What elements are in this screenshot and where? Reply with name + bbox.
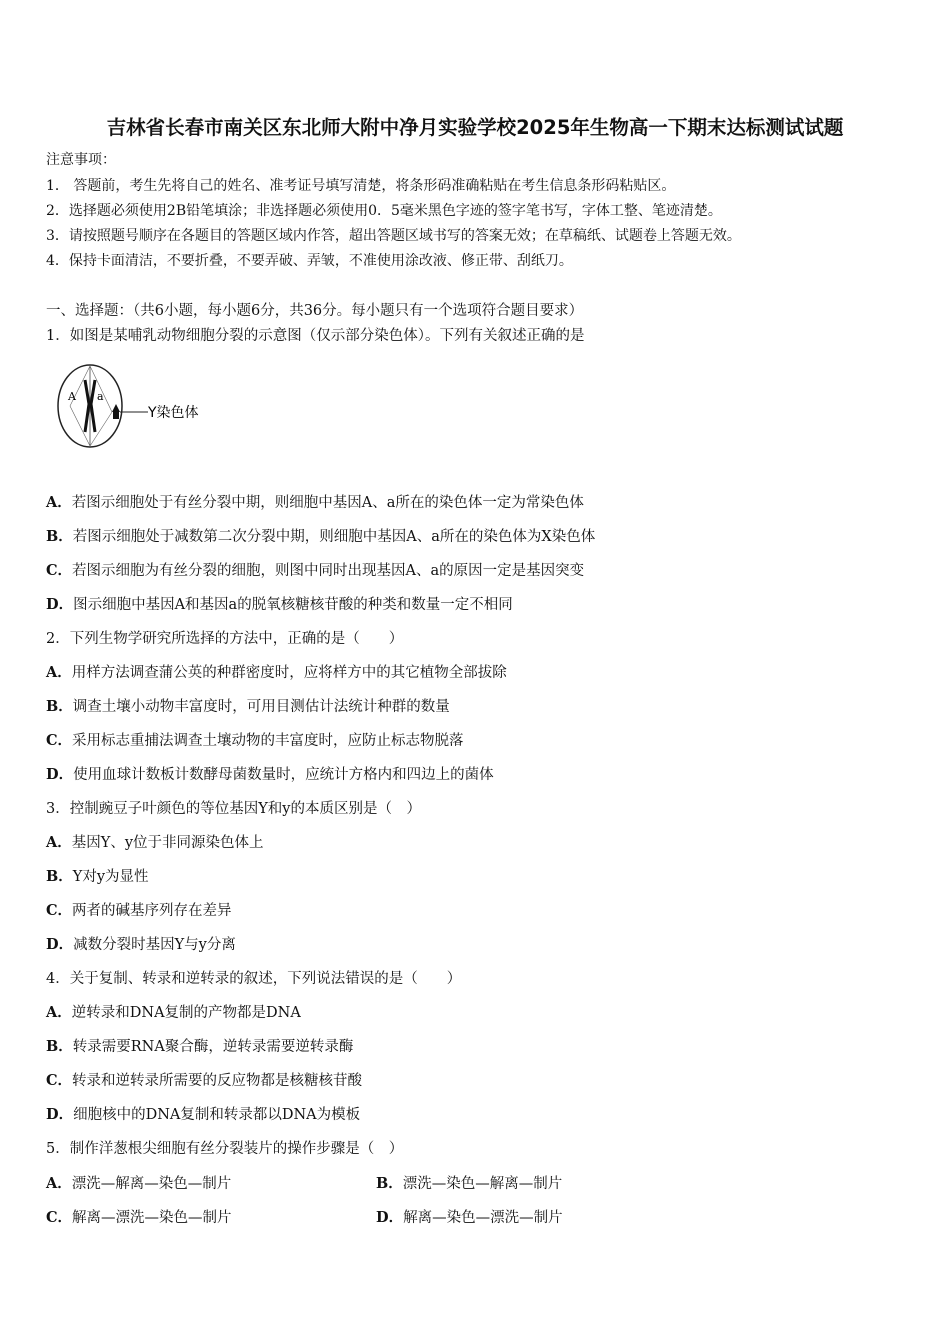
option-row — [46, 935, 236, 955]
option-text: 减数分裂时基因Y与y分离 — [73, 937, 236, 953]
option-label: C． — [46, 562, 73, 579]
cell-division-figure — [52, 362, 232, 450]
option-row — [46, 1174, 231, 1194]
option-row — [46, 561, 584, 581]
option-text: 细胞核中的DNA复制和转录都以DNA为模板 — [73, 1107, 361, 1123]
option-text: 若图示细胞为有丝分裂的细胞，则图中同时出现基因A、a的原因一定是基因突变 — [72, 563, 585, 579]
option-label: C． — [46, 902, 73, 919]
option-row — [46, 731, 464, 751]
option-label: D． — [46, 1106, 74, 1123]
option-label: A． — [46, 1175, 72, 1192]
option-label: C． — [46, 1072, 73, 1089]
notice-item: 4．保持卡面清洁，不要折叠，不要弄破、弄皱，不准使用涂改液、修正带、刮纸刀。 — [46, 253, 573, 269]
option-row — [46, 1105, 360, 1125]
option-row — [46, 595, 513, 615]
option-label: B． — [46, 868, 73, 885]
option-label: B． — [46, 698, 73, 715]
question-stem: 1．如图是某哺乳动物细胞分裂的示意图（仅示部分染色体）。下列有关叙述正确的是 — [46, 328, 585, 344]
option-label: D． — [376, 1209, 404, 1226]
question-stem: 5．制作洋葱根尖细胞有丝分裂装片的操作步骤是（ ） — [46, 1141, 404, 1157]
option-row — [46, 1003, 301, 1023]
y-chromosome-shape — [112, 404, 120, 412]
option-text: 两者的碱基序列存在差异 — [72, 903, 232, 919]
question-stem: 4．关于复制、转录和逆转录的叙述，下列说法错误的是（ ） — [46, 971, 462, 987]
option-text: 用样方法调查蒲公英的种群密度时，应将样方中的其它植物全部拔除 — [71, 665, 507, 681]
option-text: 转录需要RNA聚合酶，逆转录需要逆转录酶 — [72, 1039, 354, 1055]
notice-item: 1． 答题前，考生先将自己的姓名、准考证号填写清楚，将条形码准确粘贴在考生信息条形码粘贴区。 — [46, 178, 676, 194]
option-row — [376, 1174, 562, 1194]
option-row — [46, 765, 494, 785]
notice-item: 2．选择题必须使用2B铅笔填涂；非选择题必须使用0．5毫米黑色字迹的签字笔书写，字体工整、笔迹清楚。 — [46, 203, 722, 219]
option-label: D． — [46, 766, 74, 783]
question-stem: 2．下列生物学研究所选择的方法中，正确的是（ ） — [46, 631, 404, 647]
y-chromosome-label: Y染色体 — [148, 405, 199, 421]
option-text: 漂洗—解离—染色—制片 — [71, 1176, 232, 1192]
option-label: C． — [46, 1209, 73, 1226]
notice-item: 3．请按照题号顺序在各题目的答题区域内作答，超出答题区域书写的答案无效；在草稿纸、试题卷上答题无效。 — [46, 228, 741, 244]
option-label: A． — [46, 494, 72, 511]
option-label: D． — [46, 596, 74, 613]
option-text: 转录和逆转录所需要的反应物都是核糖核苷酸 — [72, 1073, 363, 1089]
option-text: 采用标志重捕法调查土壤动物的丰富度时，应防止标志物脱落 — [72, 733, 464, 749]
option-label: C． — [46, 732, 73, 749]
option-text: 若图示细胞处于减数第二次分裂中期，则细胞中基因A、a所在的染色体为X染色体 — [72, 529, 596, 545]
option-label: A． — [46, 664, 72, 681]
option-row — [46, 527, 595, 547]
option-text: 若图示细胞处于有丝分裂中期，则细胞中基因A、a所在的染色体一定为常染色体 — [71, 495, 584, 511]
option-text: 漂洗—染色—解离—制片 — [402, 1176, 563, 1192]
option-text: 基因Y、y位于非同源染色体上 — [71, 835, 264, 851]
y-chromosome-arm — [113, 411, 119, 419]
option-row — [46, 901, 232, 921]
question-stem: 3．控制豌豆子叶颜色的等位基因Y和y的本质区别是（ ） — [46, 801, 421, 817]
option-row — [46, 663, 507, 683]
option-row — [46, 1208, 232, 1228]
option-text: 图示细胞中基因A和基因a的脱氧核糖核苷酸的种类和数量一定不相同 — [73, 597, 513, 613]
notice-heading: 注意事项： — [46, 152, 116, 168]
centromere — [88, 402, 93, 407]
option-label: A． — [46, 1004, 72, 1021]
option-row — [46, 493, 584, 513]
option-label: D． — [46, 936, 74, 953]
option-text: Y对y为显性 — [72, 869, 149, 885]
option-text: 调查土壤小动物丰富度时，可用目测估计法统计种群的数量 — [72, 699, 450, 715]
option-text: 解离—漂洗—染色—制片 — [72, 1210, 232, 1226]
option-row — [46, 1071, 362, 1091]
option-row — [46, 697, 450, 717]
option-text: 使用血球计数板计数酵母菌数量时，应统计方格内和四边上的菌体 — [73, 767, 494, 783]
option-row — [46, 1037, 353, 1057]
option-label: B． — [46, 1038, 73, 1055]
gene-label-A: A — [68, 390, 76, 403]
option-row — [46, 833, 264, 853]
option-text: 解离—染色—漂洗—制片 — [403, 1210, 563, 1226]
option-row — [376, 1208, 563, 1228]
option-label: B． — [46, 528, 73, 545]
option-text: 逆转录和DNA复制的产物都是DNA — [71, 1005, 301, 1021]
gene-label-a: a — [97, 390, 104, 403]
option-label: A． — [46, 834, 72, 851]
option-row — [46, 867, 149, 887]
exam-title: 吉林省长春市南关区东北师大附中净月实验学校2025年生物高一下期末达标测试试题 — [106, 116, 844, 139]
section-heading: 一、选择题：（共6小题，每小题6分，共36分。每小题只有一个选项符合题目要求） — [46, 303, 584, 319]
option-label: B． — [376, 1175, 403, 1192]
